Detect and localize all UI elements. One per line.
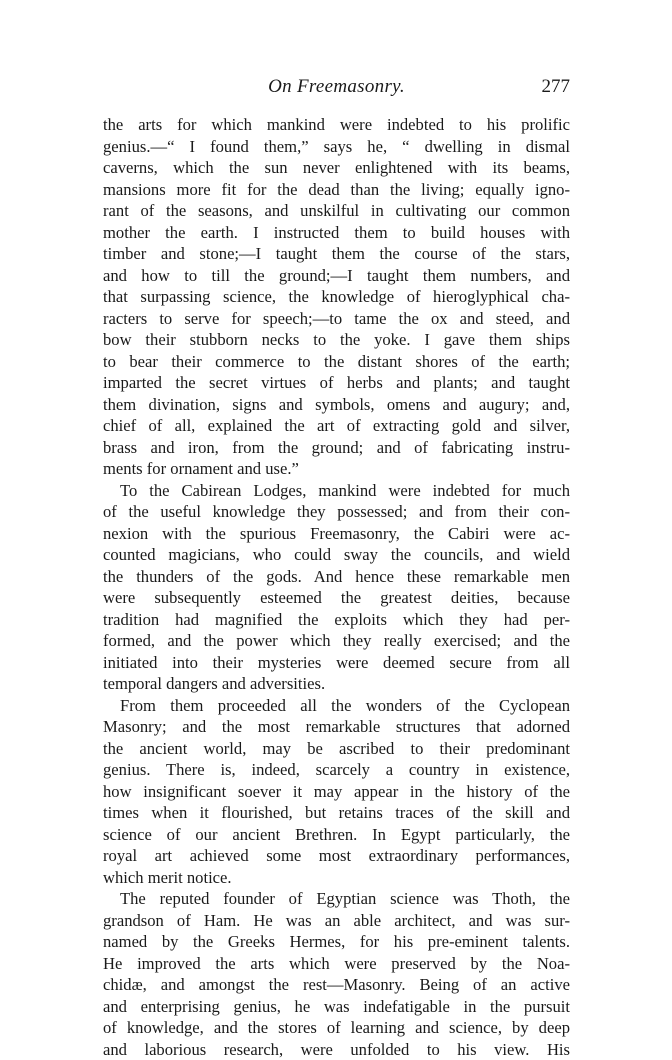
- text-line: named by the Greeks Hermes, for his pre-eminent talents.: [103, 931, 570, 953]
- text-line: formed, and the power which they really exercised; and the: [103, 630, 570, 652]
- text-line: temporal dangers and adversities.: [103, 673, 570, 695]
- text-line: Masonry; and the most remarkable structures that adorned: [103, 716, 570, 738]
- text-line: caverns, which the sun never enlightened with its beams,: [103, 157, 570, 179]
- text-line: how insignificant soever it may appear in the history of the: [103, 781, 570, 803]
- paragraph: [103, 888, 570, 1060]
- text-line: and laborious research, were unfolded to his view. His: [103, 1039, 570, 1060]
- text-line: of the useful knowledge they possessed; and from their con-: [103, 501, 570, 523]
- text-line: the thunders of the gods. And hence these remarkable men: [103, 566, 570, 588]
- text-line: chief of all, explained the art of extracting gold and silver,: [103, 415, 570, 437]
- text-line: chidæ, and amongst the rest—Masonry. Being of an active: [103, 974, 570, 996]
- text-line: tradition had magnified the exploits which they had per-: [103, 609, 570, 631]
- text-line: From them proceeded all the wonders of the Cyclopean: [103, 695, 570, 717]
- text-line: and how to till the ground;—I taught them numbers, and: [103, 265, 570, 287]
- text-line: brass and iron, from the ground; and of fabricating instru-: [103, 437, 570, 459]
- page-header: [103, 76, 570, 106]
- text-line: rant of the seasons, and unskilful in cultivating our common: [103, 200, 570, 222]
- text-line: grandson of Ham. He was an able architect, and was sur-: [103, 910, 570, 932]
- text-line: He improved the arts which were preserved by the Noa-: [103, 953, 570, 975]
- text-line: genius. There is, indeed, scarcely a country in existence,: [103, 759, 570, 781]
- text-line: racters to serve for speech;—to tame the ox and steed, and: [103, 308, 570, 330]
- text-line: To the Cabirean Lodges, mankind were indebted for much: [103, 480, 570, 502]
- text-line: ments for ornament and use.”: [103, 458, 570, 480]
- text-line: them divination, signs and symbols, omens and augury; and,: [103, 394, 570, 416]
- text-line: counted magicians, who could sway the councils, and wield: [103, 544, 570, 566]
- text-line: which merit notice.: [103, 867, 570, 889]
- body-text: [103, 114, 570, 1060]
- paragraph: [103, 114, 570, 480]
- text-line: mother the earth. I instructed them to build houses with: [103, 222, 570, 244]
- paragraph: [103, 480, 570, 695]
- running-title: On Freemasonry.: [103, 76, 570, 98]
- text-line: nexion with the spurious Freemasonry, the Cabiri were ac-: [103, 523, 570, 545]
- text-line: to bear their commerce to the distant shores of the earth;: [103, 351, 570, 373]
- text-line: that surpassing science, the knowledge of hieroglyphical cha-: [103, 286, 570, 308]
- text-line: bow their stubborn necks to the yoke. I gave them ships: [103, 329, 570, 351]
- text-line: royal art achieved some most extraordinary performances,: [103, 845, 570, 867]
- text-line: timber and stone;—I taught them the course of the stars,: [103, 243, 570, 265]
- text-line: science of our ancient Brethren. In Egypt particularly, the: [103, 824, 570, 846]
- text-line: times when it flourished, but retains traces of the skill and: [103, 802, 570, 824]
- page-number: 277: [542, 76, 571, 98]
- text-line: The reputed founder of Egyptian science was Thoth, the: [103, 888, 570, 910]
- paragraph: [103, 695, 570, 889]
- text-line: the arts for which mankind were indebted to his prolific: [103, 114, 570, 136]
- text-line: mansions more fit for the dead than the living; equally igno-: [103, 179, 570, 201]
- text-line: imparted the secret virtues of herbs and plants; and taught: [103, 372, 570, 394]
- text-line: and enterprising genius, he was indefatigable in the pursuit: [103, 996, 570, 1018]
- text-line: were subsequently esteemed the greatest deities, because: [103, 587, 570, 609]
- text-line: initiated into their mysteries were deemed secure from all: [103, 652, 570, 674]
- text-line: genius.—“ I found them,” says he, “ dwelling in dismal: [103, 136, 570, 158]
- text-line: of knowledge, and the stores of learning and science, by deep: [103, 1017, 570, 1039]
- text-line: the ancient world, may be ascribed to their predominant: [103, 738, 570, 760]
